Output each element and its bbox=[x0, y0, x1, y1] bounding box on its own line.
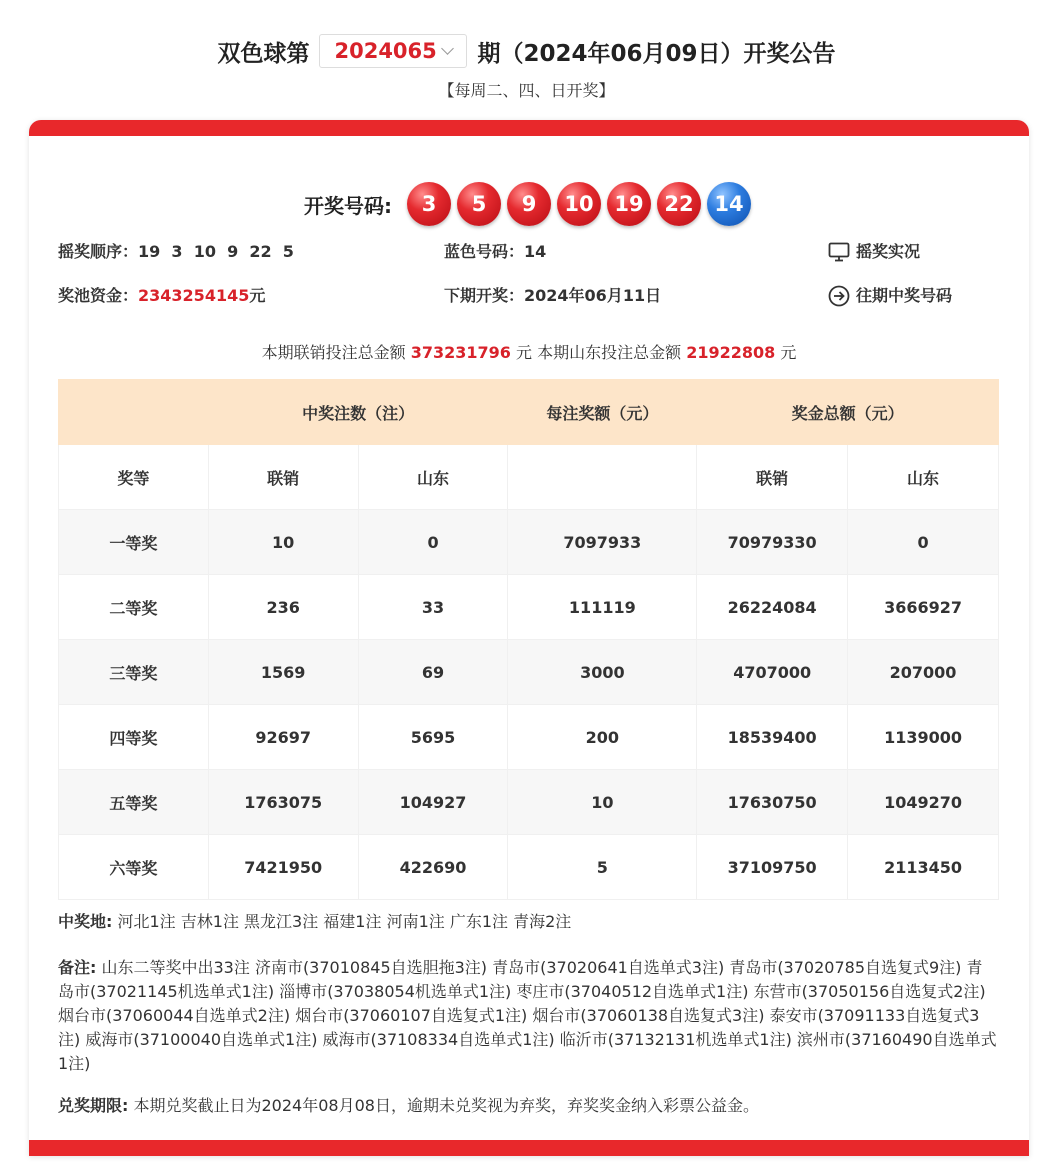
national-total: 70979330 bbox=[697, 510, 848, 575]
table-row bbox=[59, 575, 999, 640]
blue-number-value: 14 bbox=[524, 242, 547, 261]
draw-info bbox=[58, 240, 998, 328]
per-prize: 7097933 bbox=[508, 510, 697, 575]
shandong-count: 33 bbox=[358, 575, 508, 640]
history-link[interactable] bbox=[828, 284, 952, 308]
subheader-shandong: 山东 bbox=[358, 445, 508, 510]
live-draw-label: 摇奖实况 bbox=[856, 242, 921, 261]
per-prize: 5 bbox=[508, 835, 697, 900]
subheader-total-national: 联销 bbox=[697, 445, 848, 510]
subheader-level: 奖等 bbox=[59, 445, 209, 510]
winning-numbers-label: 开奖号码: bbox=[304, 193, 392, 218]
national-total: 26224084 bbox=[697, 575, 848, 640]
blue-ball: 14 bbox=[707, 182, 751, 226]
per-prize: 10 bbox=[508, 770, 697, 835]
remarks bbox=[58, 956, 998, 1076]
chevron-down-icon bbox=[442, 42, 455, 55]
per-prize: 111119 bbox=[508, 575, 697, 640]
title-suffix: 期（2024年06月09日）开奖公告 bbox=[477, 40, 836, 67]
header-per-prize: 每注奖额（元） bbox=[508, 380, 697, 445]
sales-summary bbox=[29, 340, 1029, 363]
draw-schedule: 【每周二、四、日开奖】 bbox=[438, 81, 615, 100]
monitor-icon bbox=[828, 242, 850, 262]
national-count: 1569 bbox=[208, 640, 358, 705]
blue-number-label: 蓝色号码： bbox=[444, 242, 525, 261]
prize-level: 一等奖 bbox=[59, 510, 209, 575]
shandong-count: 69 bbox=[358, 640, 508, 705]
subheader-total-shandong: 山东 bbox=[848, 445, 999, 510]
national-count: 7421950 bbox=[208, 835, 358, 900]
red-ball: 22 bbox=[657, 182, 701, 226]
national-total: 4707000 bbox=[697, 640, 848, 705]
shandong-total: 1139000 bbox=[848, 705, 999, 770]
next-draw-value: 2024年06月11日 bbox=[524, 286, 662, 305]
shandong-total: 3666927 bbox=[848, 575, 999, 640]
prize-level: 二等奖 bbox=[59, 575, 209, 640]
red-ball: 10 bbox=[557, 182, 601, 226]
shandong-sales-value: 21922808 bbox=[686, 343, 776, 362]
table-subheader bbox=[59, 445, 999, 510]
national-sales-value: 373231796 bbox=[410, 343, 511, 362]
table-row bbox=[59, 640, 999, 705]
live-draw-link[interactable] bbox=[828, 240, 920, 264]
national-count: 1763075 bbox=[208, 770, 358, 835]
title-prefix: 双色球第 bbox=[217, 40, 310, 67]
draw-order bbox=[58, 240, 294, 264]
shandong-count: 104927 bbox=[358, 770, 508, 835]
arrow-circle-icon bbox=[828, 285, 850, 307]
remarks-text: 山东二等奖中出33注 济南市(37010845自选胆拖3注) 青岛市(37020641自选单式3注) 青岛市(37020785自选复式9注) 青岛市(37021145机选单式1注) 淄博市(37038054机选单式1注) 枣庄市(37040512自选单式1注) 东营市(37050156自选复式2注) 烟台市(37060044自选单式2注) 烟台市(37060107自选复式1注) 烟台市(37060138自选复式3注) 泰安市(37091133自选复式3注) 威海市(37100040自选单式1注) 威海市(37108334自选单式1注) 临沂市(37132131机选单式1注) 滨州市(37160490自选单式1注) bbox=[58, 958, 997, 1073]
shandong-count: 0 bbox=[358, 510, 508, 575]
winning-numbers bbox=[29, 182, 1029, 226]
sales-mid: 元 本期山东投注总金额 bbox=[516, 343, 682, 362]
subheader-empty bbox=[508, 445, 697, 510]
red-ball: 3 bbox=[407, 182, 451, 226]
prize-pool-label: 奖池资金： bbox=[58, 286, 139, 305]
table-row bbox=[59, 835, 999, 900]
winners-label: 中奖地: bbox=[58, 912, 113, 931]
announcement-header bbox=[0, 30, 1053, 101]
deadline-label: 兑奖期限: bbox=[58, 1096, 129, 1115]
draw-order-label: 摇奖顺序： bbox=[58, 242, 139, 261]
claim-deadline bbox=[58, 1094, 998, 1118]
card-bottom-bar bbox=[29, 1140, 1029, 1156]
shandong-total: 207000 bbox=[848, 640, 999, 705]
next-draw-label: 下期开奖： bbox=[444, 286, 525, 305]
winners-text: 河北1注 吉林1注 黑龙江3注 福建1注 河南1注 广东1注 青海2注 bbox=[117, 912, 572, 931]
per-prize: 200 bbox=[508, 705, 697, 770]
shandong-count: 5695 bbox=[358, 705, 508, 770]
prize-pool-unit: 元 bbox=[249, 286, 266, 305]
red-ball: 5 bbox=[457, 182, 501, 226]
national-total: 37109750 bbox=[697, 835, 848, 900]
national-total: 18539400 bbox=[697, 705, 848, 770]
issue-value: 2024065 bbox=[334, 39, 437, 63]
shandong-total: 1049270 bbox=[848, 770, 999, 835]
draw-order-value: 19 3 10 9 22 5 bbox=[138, 242, 294, 261]
header-total-prize: 奖金总额（元） bbox=[697, 380, 999, 445]
remarks-label: 备注: bbox=[58, 958, 97, 977]
per-prize: 3000 bbox=[508, 640, 697, 705]
history-link-label: 往期中奖号码 bbox=[856, 286, 953, 305]
table-row bbox=[59, 705, 999, 770]
page-title bbox=[0, 30, 1053, 72]
winners-locations bbox=[58, 910, 998, 934]
table-row bbox=[59, 510, 999, 575]
prize-level: 六等奖 bbox=[59, 835, 209, 900]
table-row bbox=[59, 770, 999, 835]
prize-level: 五等奖 bbox=[59, 770, 209, 835]
sales-prefix: 本期联销投注总金额 bbox=[261, 343, 406, 362]
result-card bbox=[29, 120, 1029, 1156]
prize-table bbox=[58, 379, 999, 900]
issue-select[interactable] bbox=[319, 34, 467, 68]
blue-number bbox=[444, 240, 546, 264]
prize-pool-value: 2343254145 bbox=[138, 286, 250, 305]
red-ball: 19 bbox=[607, 182, 651, 226]
shandong-total: 0 bbox=[848, 510, 999, 575]
table-header-cell bbox=[59, 380, 209, 445]
prize-pool bbox=[58, 284, 265, 308]
prize-level: 三等奖 bbox=[59, 640, 209, 705]
deadline-text: 本期兑奖截止日为2024年08月08日，逾期未兑奖视为弃奖，弃奖奖金纳入彩票公益金。 bbox=[133, 1096, 759, 1115]
national-count: 236 bbox=[208, 575, 358, 640]
header-win-count: 中奖注数（注） bbox=[208, 380, 508, 445]
prize-level: 四等奖 bbox=[59, 705, 209, 770]
subheader-national: 联销 bbox=[208, 445, 358, 510]
table-header bbox=[59, 380, 999, 445]
sales-suffix: 元 bbox=[780, 343, 797, 362]
shandong-count: 422690 bbox=[358, 835, 508, 900]
national-total: 17630750 bbox=[697, 770, 848, 835]
national-count: 10 bbox=[208, 510, 358, 575]
shandong-total: 2113450 bbox=[848, 835, 999, 900]
next-draw bbox=[444, 284, 661, 308]
red-ball: 9 bbox=[507, 182, 551, 226]
national-count: 92697 bbox=[208, 705, 358, 770]
